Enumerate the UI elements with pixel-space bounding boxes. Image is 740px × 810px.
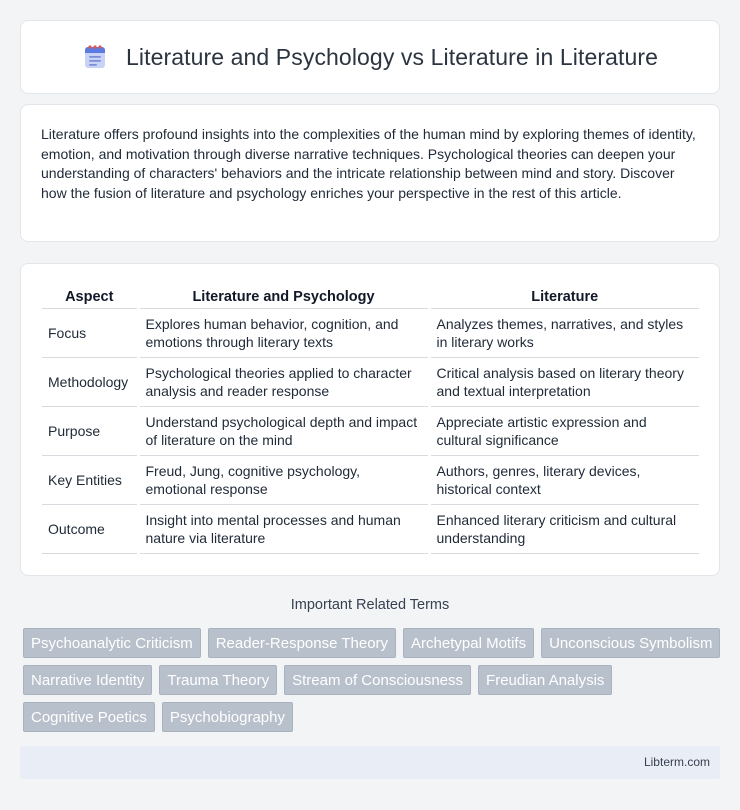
table-row bbox=[42, 455, 699, 504]
table-row bbox=[42, 504, 699, 553]
column-header-aspect: Aspect bbox=[42, 284, 138, 308]
table-row bbox=[42, 406, 699, 455]
related-term-tag[interactable]: Psychobiography bbox=[162, 702, 293, 732]
table-cell: Authors, genres, literary devices, historical context bbox=[429, 455, 699, 504]
related-term-tag[interactable]: Trauma Theory bbox=[159, 665, 277, 695]
table-cell: Psychological theories applied to character analysis and reader response bbox=[138, 357, 429, 406]
document-icon bbox=[82, 44, 108, 70]
table-cell: Appreciate artistic expression and cultural significance bbox=[429, 406, 699, 455]
aspect-cell: Outcome bbox=[42, 504, 138, 553]
related-term-tag[interactable]: Narrative Identity bbox=[23, 665, 152, 695]
related-term-tag[interactable]: Cognitive Poetics bbox=[23, 702, 155, 732]
intro-card bbox=[20, 104, 720, 242]
table-cell: Critical analysis based on literary theory and textual interpretation bbox=[429, 357, 699, 406]
header-inner bbox=[82, 44, 658, 71]
aspect-cell: Purpose bbox=[42, 406, 138, 455]
comparison-table bbox=[42, 284, 699, 554]
table-cell: Explores human behavior, cognition, and emotions through literary texts bbox=[138, 308, 429, 357]
table-cell: Understand psychological depth and impact of literature on the mind bbox=[138, 406, 429, 455]
aspect-cell: Key Entities bbox=[42, 455, 138, 504]
related-term-tag[interactable]: Reader-Response Theory bbox=[208, 628, 396, 658]
related-term-tag[interactable]: Freudian Analysis bbox=[478, 665, 612, 695]
related-term-tag[interactable]: Stream of Consciousness bbox=[284, 665, 471, 695]
table-cell: Enhanced literary criticism and cultural understanding bbox=[429, 504, 699, 553]
header-card bbox=[20, 20, 720, 94]
table-cell: Analyzes themes, narratives, and styles in literary works bbox=[429, 308, 699, 357]
aspect-cell: Focus bbox=[42, 308, 138, 357]
table-cell: Insight into mental processes and human nature via literature bbox=[138, 504, 429, 553]
column-header-literature-and-psychology: Literature and Psychology bbox=[138, 284, 429, 308]
intro-paragraph: Literature offers profound insights into the complexities of the human mind by exploring themes of identity, emotion, and motivation through diverse narrative techniques. Psychological theories can deepen your understanding of characters' behaviors and the intricate relationship between mind and story. Discover how the fusion of literature and psychology enriches your perspective in the rest of this article. bbox=[41, 126, 696, 201]
table-header-row bbox=[42, 284, 699, 308]
page-title: Literature and Psychology vs Literature in Literature bbox=[125, 43, 659, 70]
column-header-literature: Literature bbox=[429, 284, 699, 308]
comparison-card bbox=[20, 263, 720, 576]
footer-bar bbox=[20, 746, 720, 779]
table-row bbox=[42, 308, 699, 357]
table-cell: Freud, Jung, cognitive psychology, emotional response bbox=[138, 455, 429, 504]
related-terms-list bbox=[23, 628, 723, 732]
related-term-tag[interactable]: Archetypal Motifs bbox=[403, 628, 534, 658]
site-link[interactable]: Libterm.com bbox=[643, 755, 710, 769]
table-row bbox=[42, 357, 699, 406]
related-term-tag[interactable]: Psychoanalytic Criticism bbox=[23, 628, 201, 658]
related-terms-heading: Important Related Terms bbox=[290, 597, 450, 613]
aspect-cell: Methodology bbox=[42, 357, 138, 406]
related-term-tag[interactable]: Unconscious Symbolism bbox=[541, 628, 720, 658]
